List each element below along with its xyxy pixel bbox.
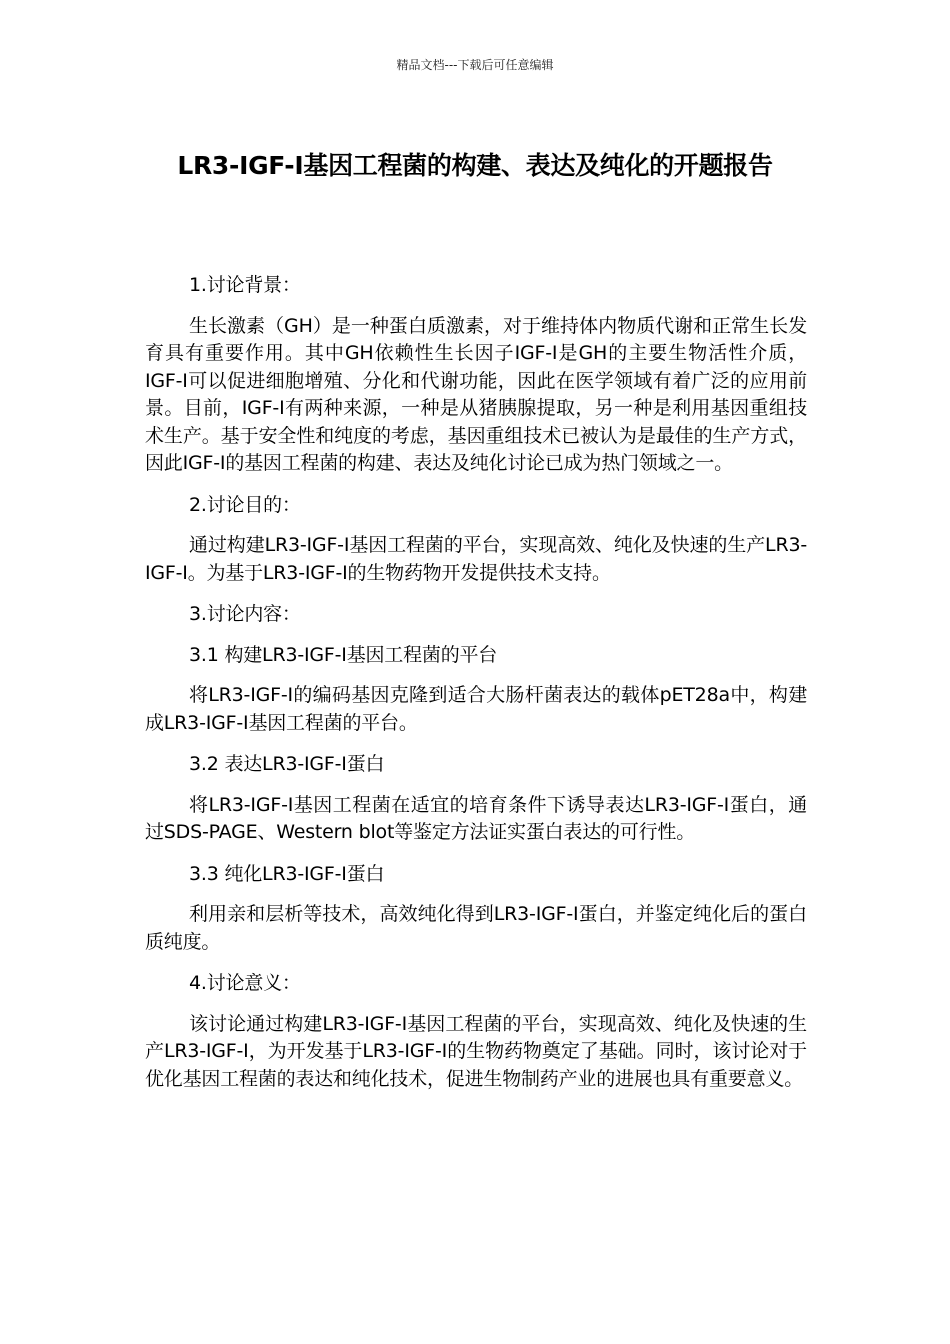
paragraph-purpose: 通过构建LR3-IGF-I基因工程菌的平台，实现高效、纯化及快速的生产LR3-IGF-I。为基于LR3-IGF-I的生物药物开发提供技术支持。 [145,534,807,584]
paragraph-construct: 将LR3-IGF-I的编码基因克隆到适合大肠杆菌表达的载体pET28a中，构建成LR3-IGF-I基因工程菌的平台。 [145,684,807,734]
section-heading-purpose: 2.讨论目的： [189,493,301,516]
page-header: 精品文档---下载后可任意编辑 [396,58,554,72]
section-heading-construct: 3.1 构建LR3-IGF-I基因工程菌的平台 [189,643,498,666]
document-body [145,272,807,1107]
section-heading-content: 3.讨论内容： [189,603,301,625]
section-heading-significance: 4.讨论意义： [189,972,301,994]
document-title: LR3-IGF-I基因工程菌的构建、表达及纯化的开题报告 [177,151,773,180]
paragraph-background: 生长激素（GH）是一种蛋白质激素，对于维持体内物质代谢和正常生长发育具有重要作用。其中GH依赖性生长因子IGF-I是GH的主要生物活性介质，IGF-I可以促进细胞增殖、分化和代谢功能，因此在医学领域有着广泛的应用前景。目前，IGF-I有两种来源，一种是从猪胰腺提取，另一种是利用基因重组技术生产。基于安全性和纯度的考虑，基因重组技术已被认为是最佳的生产方式，因此IGF-I的基因工程菌的构建、表达及纯化讨论已成为热门领域之一。 [145,314,807,474]
paragraph-significance: 该讨论通过构建LR3-IGF-I基因工程菌的平台，实现高效、纯化及快速的生产LR3-IGF-I，为开发基于LR3-IGF-I的生物药物奠定了基础。同时，该讨论对于优化基因工程菌的表达和纯化技术，促进生物制药产业的进展也具有重要意义。 [145,1012,807,1090]
paragraph-purify: 利用亲和层析等技术，高效纯化得到LR3-IGF-I蛋白，并鉴定纯化后的蛋白质纯度。 [145,903,807,953]
section-heading-purify: 3.3 纯化LR3-IGF-I蛋白 [189,862,385,885]
section-heading-background: 1.讨论背景： [189,274,301,296]
paragraph-express: 将LR3-IGF-I基因工程菌在适宜的培育条件下诱导表达LR3-IGF-I蛋白，通过SDS-PAGE、Western blot等鉴定方法证实蛋白表达的可行性。 [145,793,807,843]
section-heading-express: 3.2 表达LR3-IGF-I蛋白 [189,753,385,775]
